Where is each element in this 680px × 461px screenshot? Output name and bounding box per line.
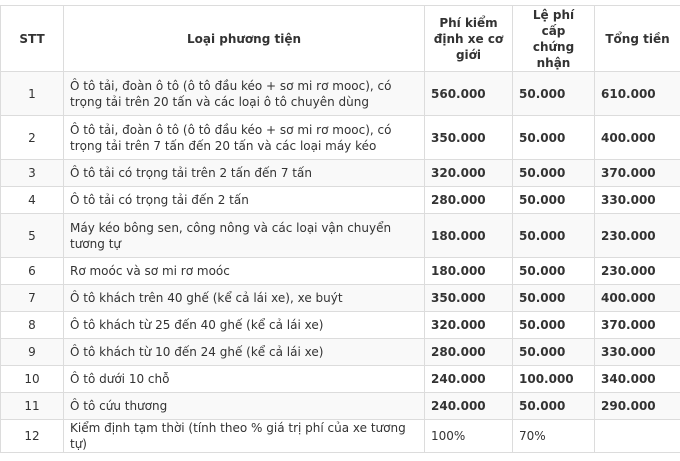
cell-certificate-fee: 50.000	[513, 116, 595, 160]
cell-inspection-fee: 280.000	[425, 339, 513, 366]
cell-certificate-fee: 50.000	[513, 72, 595, 116]
cell-vehicle-type: Ô tô tải có trọng tải trên 2 tấn đến 7 tấn	[64, 160, 425, 187]
cell-vehicle-type: Kiểm định tạm thời (tính theo % giá trị phí của xe tương tự)	[64, 420, 425, 453]
cell-certificate-fee: 50.000	[513, 393, 595, 420]
cell-inspection-fee: 320.000	[425, 312, 513, 339]
cell-stt: 6	[1, 258, 64, 285]
table-row	[1, 258, 680, 285]
cell-stt: 12	[1, 420, 64, 453]
cell-vehicle-type: Ô tô khách trên 40 ghế (kể cả lái xe), xe buýt	[64, 285, 425, 312]
cell-certificate-fee: 50.000	[513, 258, 595, 285]
table-row	[1, 214, 680, 258]
cell-vehicle-type: Ô tô tải có trọng tải đến 2 tấn	[64, 187, 425, 214]
cell-vehicle-type: Ô tô khách từ 25 đến 40 ghế (kể cả lái xe)	[64, 312, 425, 339]
cell-stt: 4	[1, 187, 64, 214]
table-row	[1, 339, 680, 366]
table-row	[1, 285, 680, 312]
cell-certificate-fee: 50.000	[513, 285, 595, 312]
cell-total: 340.000	[595, 366, 680, 393]
cell-stt: 8	[1, 312, 64, 339]
cell-total: 370.000	[595, 160, 680, 187]
cell-stt: 9	[1, 339, 64, 366]
table-row	[1, 187, 680, 214]
cell-vehicle-type: Ô tô cứu thương	[64, 393, 425, 420]
cell-inspection-fee: 350.000	[425, 116, 513, 160]
cell-inspection-fee: 100%	[425, 420, 513, 453]
table-row	[1, 116, 680, 160]
cell-inspection-fee: 180.000	[425, 258, 513, 285]
header-total: Tổng tiền	[595, 6, 680, 72]
fee-table	[0, 5, 680, 453]
cell-certificate-fee: 50.000	[513, 187, 595, 214]
cell-certificate-fee: 50.000	[513, 312, 595, 339]
cell-vehicle-type: Ô tô khách từ 10 đến 24 ghế (kể cả lái xe)	[64, 339, 425, 366]
cell-stt: 2	[1, 116, 64, 160]
cell-vehicle-type: Ô tô dưới 10 chỗ	[64, 366, 425, 393]
cell-stt: 7	[1, 285, 64, 312]
cell-total	[595, 420, 680, 453]
cell-total: 610.000	[595, 72, 680, 116]
cell-certificate-fee: 50.000	[513, 214, 595, 258]
cell-vehicle-type: Rơ moóc và sơ mi rơ moóc	[64, 258, 425, 285]
cell-vehicle-type: Ô tô tải, đoàn ô tô (ô tô đầu kéo + sơ mi rơ mooc), có trọng tải trên 20 tấn và các loại ô tô chuyên dùng	[64, 72, 425, 116]
cell-total: 400.000	[595, 285, 680, 312]
table-row	[1, 160, 680, 187]
header-vehicle-type: Loại phương tiện	[64, 6, 425, 72]
cell-total: 330.000	[595, 339, 680, 366]
cell-inspection-fee: 240.000	[425, 393, 513, 420]
cell-inspection-fee: 350.000	[425, 285, 513, 312]
cell-inspection-fee: 180.000	[425, 214, 513, 258]
table-row	[1, 393, 680, 420]
cell-total: 330.000	[595, 187, 680, 214]
cell-certificate-fee: 100.000	[513, 366, 595, 393]
header-inspection-fee: Phí kiểm định xe cơ giới	[425, 6, 513, 72]
cell-stt: 5	[1, 214, 64, 258]
cell-certificate-fee: 50.000	[513, 339, 595, 366]
header-stt: STT	[1, 6, 64, 72]
cell-inspection-fee: 280.000	[425, 187, 513, 214]
table-row	[1, 366, 680, 393]
cell-inspection-fee: 560.000	[425, 72, 513, 116]
cell-inspection-fee: 320.000	[425, 160, 513, 187]
cell-total: 230.000	[595, 258, 680, 285]
header-certificate-fee: Lệ phí cấp chứng nhận	[513, 6, 595, 72]
cell-total: 400.000	[595, 116, 680, 160]
table-row	[1, 420, 680, 453]
cell-vehicle-type: Máy kéo bông sen, công nông và các loại vận chuyển tương tự	[64, 214, 425, 258]
cell-stt: 3	[1, 160, 64, 187]
cell-stt: 1	[1, 72, 64, 116]
cell-certificate-fee: 50.000	[513, 160, 595, 187]
table-row	[1, 312, 680, 339]
cell-total: 290.000	[595, 393, 680, 420]
table-header-row	[1, 6, 680, 72]
cell-inspection-fee: 240.000	[425, 366, 513, 393]
cell-total: 370.000	[595, 312, 680, 339]
cell-certificate-fee: 70%	[513, 420, 595, 453]
cell-stt: 10	[1, 366, 64, 393]
cell-total: 230.000	[595, 214, 680, 258]
cell-stt: 11	[1, 393, 64, 420]
table-row	[1, 72, 680, 116]
cell-vehicle-type: Ô tô tải, đoàn ô tô (ô tô đầu kéo + sơ mi rơ mooc), có trọng tải trên 7 tấn đến 20 tấn và các loại máy kéo	[64, 116, 425, 160]
